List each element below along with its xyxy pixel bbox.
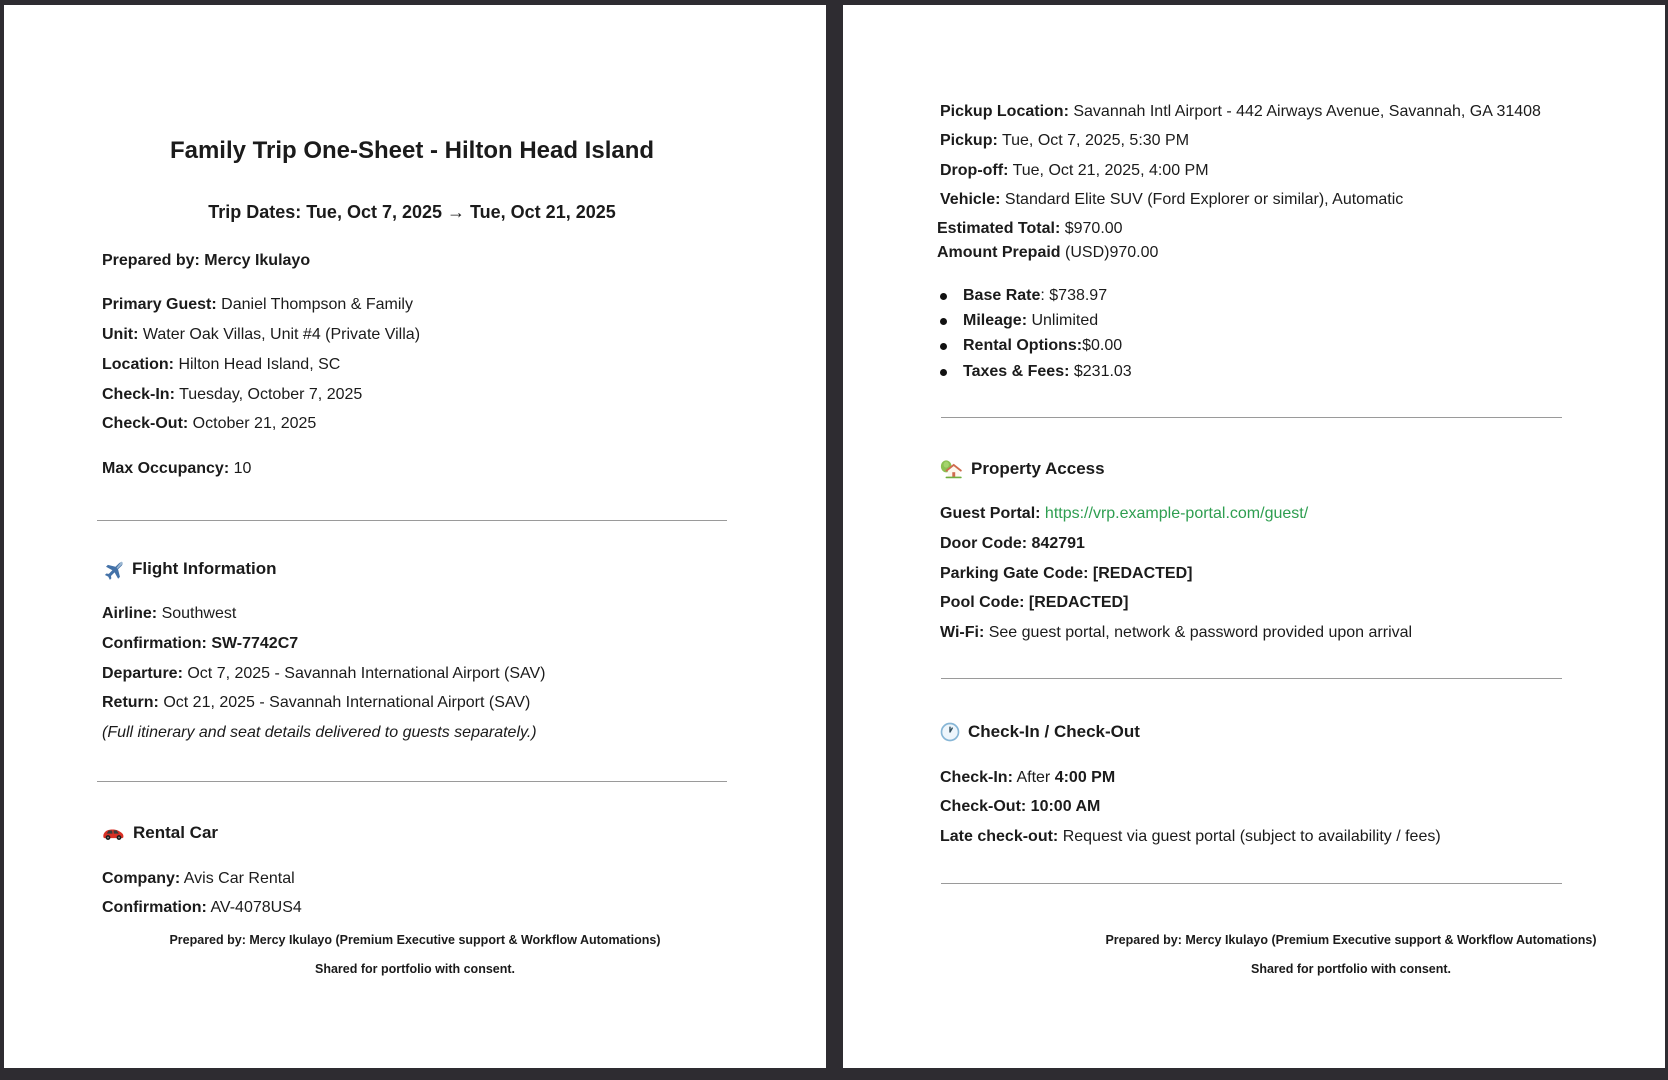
wifi-line — [940, 622, 1412, 644]
location-line — [102, 354, 340, 376]
guest-portal-line — [940, 503, 1308, 525]
mileage-value: Unlimited — [1027, 312, 1099, 329]
pickup-location-line — [940, 101, 1541, 123]
company-line — [102, 868, 295, 890]
trip-dates: Trip Dates: Tue, Oct 7, 2025 → Tue, Oct 21, 2025 — [208, 202, 616, 222]
check-in-line — [102, 384, 362, 406]
property-access-title: Property Access — [971, 459, 1105, 478]
check-out-time-line: Check-Out: 10:00 AM — [940, 798, 1101, 815]
divider — [97, 520, 727, 521]
vehicle-label: Vehicle: — [940, 191, 1001, 208]
guest-portal-label: Guest Portal: — [940, 505, 1041, 522]
pickup-value: Tue, Oct 7, 2025, 5:30 PM — [997, 132, 1190, 149]
amount-prepaid-label: Amount Prepaid — [937, 244, 1061, 261]
footer-prepared-by: Prepared by: Mercy Ikulayo (Premium Executive support & Workflow Automations) — [1105, 933, 1597, 947]
taxes-fees-bullet — [940, 361, 1132, 383]
pickup-location-value: Savannah Intl Airport - 442 Airways Avenue, Savannah, GA 31408 — [1068, 103, 1541, 120]
page-2 — [843, 5, 1665, 1068]
return-value: Oct 21, 2025 - Savannah International Airport (SAV) — [158, 694, 531, 711]
base-rate-value: : $738.97 — [1040, 287, 1108, 304]
max-occupancy-value: 10 — [229, 460, 252, 477]
guest-portal-link[interactable]: https://vrp.example-portal.com/guest/ — [1044, 505, 1309, 522]
departure-value: Oct 7, 2025 - Savannah International Airport (SAV) — [182, 665, 546, 682]
taxes-fees-label: Taxes & Fees: — [963, 363, 1070, 380]
base-rate-bullet — [940, 285, 1107, 307]
airline-value: Southwest — [157, 605, 237, 622]
rental-car-heading — [102, 822, 218, 844]
bullet-dot — [940, 318, 947, 325]
check-in-out-heading — [940, 721, 1140, 743]
house-icon — [940, 458, 963, 480]
unit-label: Unit: — [102, 326, 139, 343]
primary-guest-label: Primary Guest: — [102, 296, 217, 313]
company-value: Avis Car Rental — [180, 870, 295, 887]
amount-prepaid-line — [937, 242, 1158, 264]
property-access-heading — [940, 458, 1105, 480]
bullet-dot — [940, 293, 947, 300]
location-label: Location: — [102, 356, 174, 373]
departure-label: Departure: — [102, 665, 183, 682]
check-in-value: Tuesday, October 7, 2025 — [174, 386, 363, 403]
rental-options-label: Rental Options: — [963, 337, 1083, 354]
bullet-dot — [940, 343, 947, 350]
location-value: Hilton Head Island, SC — [174, 356, 341, 373]
late-checkout-value: Request via guest portal (subject to availability / fees) — [1058, 828, 1441, 845]
vehicle-line — [940, 189, 1403, 211]
check-in-time-value: 4:00 PM — [1054, 769, 1116, 786]
page-1 — [4, 5, 826, 1068]
wifi-value: See guest portal, network & password provided upon arrival — [984, 624, 1413, 641]
check-out-label: Check-Out: — [102, 415, 189, 432]
departure-line — [102, 663, 545, 685]
estimated-total-line — [937, 218, 1123, 240]
company-label: Company: — [102, 870, 181, 887]
footer-consent: Shared for portfolio with consent. — [315, 962, 515, 976]
car-icon — [102, 826, 125, 841]
vehicle-value: Standard Elite SUV (Ford Explorer or similar), Automatic — [1000, 191, 1404, 208]
flight-information-title: Flight Information — [132, 559, 277, 578]
wifi-label: Wi-Fi: — [940, 624, 985, 641]
flight-confirmation-line: Confirmation: SW-7742C7 — [102, 635, 299, 652]
rental-options-bullet — [940, 335, 1122, 357]
unit-value: Water Oak Villas, Unit #4 (Private Villa) — [138, 326, 421, 343]
dropoff-line — [940, 160, 1209, 182]
pickup-location-label: Pickup Location: — [940, 103, 1069, 120]
late-checkout-line — [940, 826, 1441, 848]
unit-line — [102, 324, 420, 346]
primary-guest-value: Daniel Thompson & Family — [216, 296, 413, 313]
return-line — [102, 692, 530, 714]
prepared-by-line: Prepared by: Mercy Ikulayo — [102, 252, 311, 269]
pickup-label: Pickup: — [940, 132, 998, 149]
mileage-bullet — [940, 310, 1098, 332]
mileage-label: Mileage: — [963, 312, 1028, 329]
dropoff-label: Drop-off: — [940, 162, 1009, 179]
itinerary-note: (Full itinerary and seat details delivered to guests separately.) — [102, 724, 537, 741]
check-in-time-line — [940, 767, 1115, 789]
check-in-time-mid: After — [1012, 769, 1055, 786]
rental-confirmation-label: Confirmation: — [102, 899, 207, 916]
check-in-label: Check-In: — [102, 386, 175, 403]
check-out-value: October 21, 2025 — [188, 415, 317, 432]
dropoff-value: Tue, Oct 21, 2025, 4:00 PM — [1008, 162, 1209, 179]
page-title: Family Trip One-Sheet - Hilton Head Island — [169, 137, 655, 164]
amount-prepaid-value: (USD)970.00 — [1060, 244, 1159, 261]
check-in-out-title: Check-In / Check-Out — [968, 722, 1140, 741]
estimated-total-label: Estimated Total: — [937, 220, 1061, 237]
taxes-fees-value: $231.03 — [1069, 363, 1132, 380]
estimated-total-value: $970.00 — [1060, 220, 1123, 237]
max-occupancy-label: Max Occupancy: — [102, 460, 230, 477]
divider — [941, 883, 1562, 884]
divider — [97, 781, 727, 782]
primary-guest-line — [102, 294, 413, 316]
base-rate-label: Base Rate — [963, 287, 1041, 304]
airline-label: Airline: — [102, 605, 158, 622]
pickup-line — [940, 130, 1189, 152]
rental-car-title: Rental Car — [133, 823, 219, 842]
late-checkout-label: Late check-out: — [940, 828, 1059, 845]
footer-consent: Shared for portfolio with consent. — [1251, 962, 1451, 976]
flight-information-heading — [102, 558, 276, 580]
pool-code-line: Pool Code: [REDACTED] — [940, 594, 1129, 611]
rental-confirmation-value: AV-4078US4 — [206, 899, 302, 916]
rental-options-value: $0.00 — [1082, 337, 1123, 354]
footer-prepared-by: Prepared by: Mercy Ikulayo (Premium Executive support & Workflow Automations) — [169, 933, 661, 947]
clock-icon — [940, 722, 960, 742]
max-occupancy-line — [102, 458, 251, 480]
check-in-time-label: Check-In: — [940, 769, 1013, 786]
bullet-dot — [940, 369, 947, 376]
airline-line — [102, 603, 236, 625]
check-out-line — [102, 413, 316, 435]
divider — [941, 678, 1562, 679]
airplane-icon — [102, 558, 124, 580]
rental-confirmation-line — [102, 897, 302, 919]
parking-gate-code-line: Parking Gate Code: [REDACTED] — [940, 565, 1193, 582]
divider — [941, 417, 1562, 418]
door-code-line: Door Code: 842791 — [940, 535, 1085, 552]
return-label: Return: — [102, 694, 159, 711]
